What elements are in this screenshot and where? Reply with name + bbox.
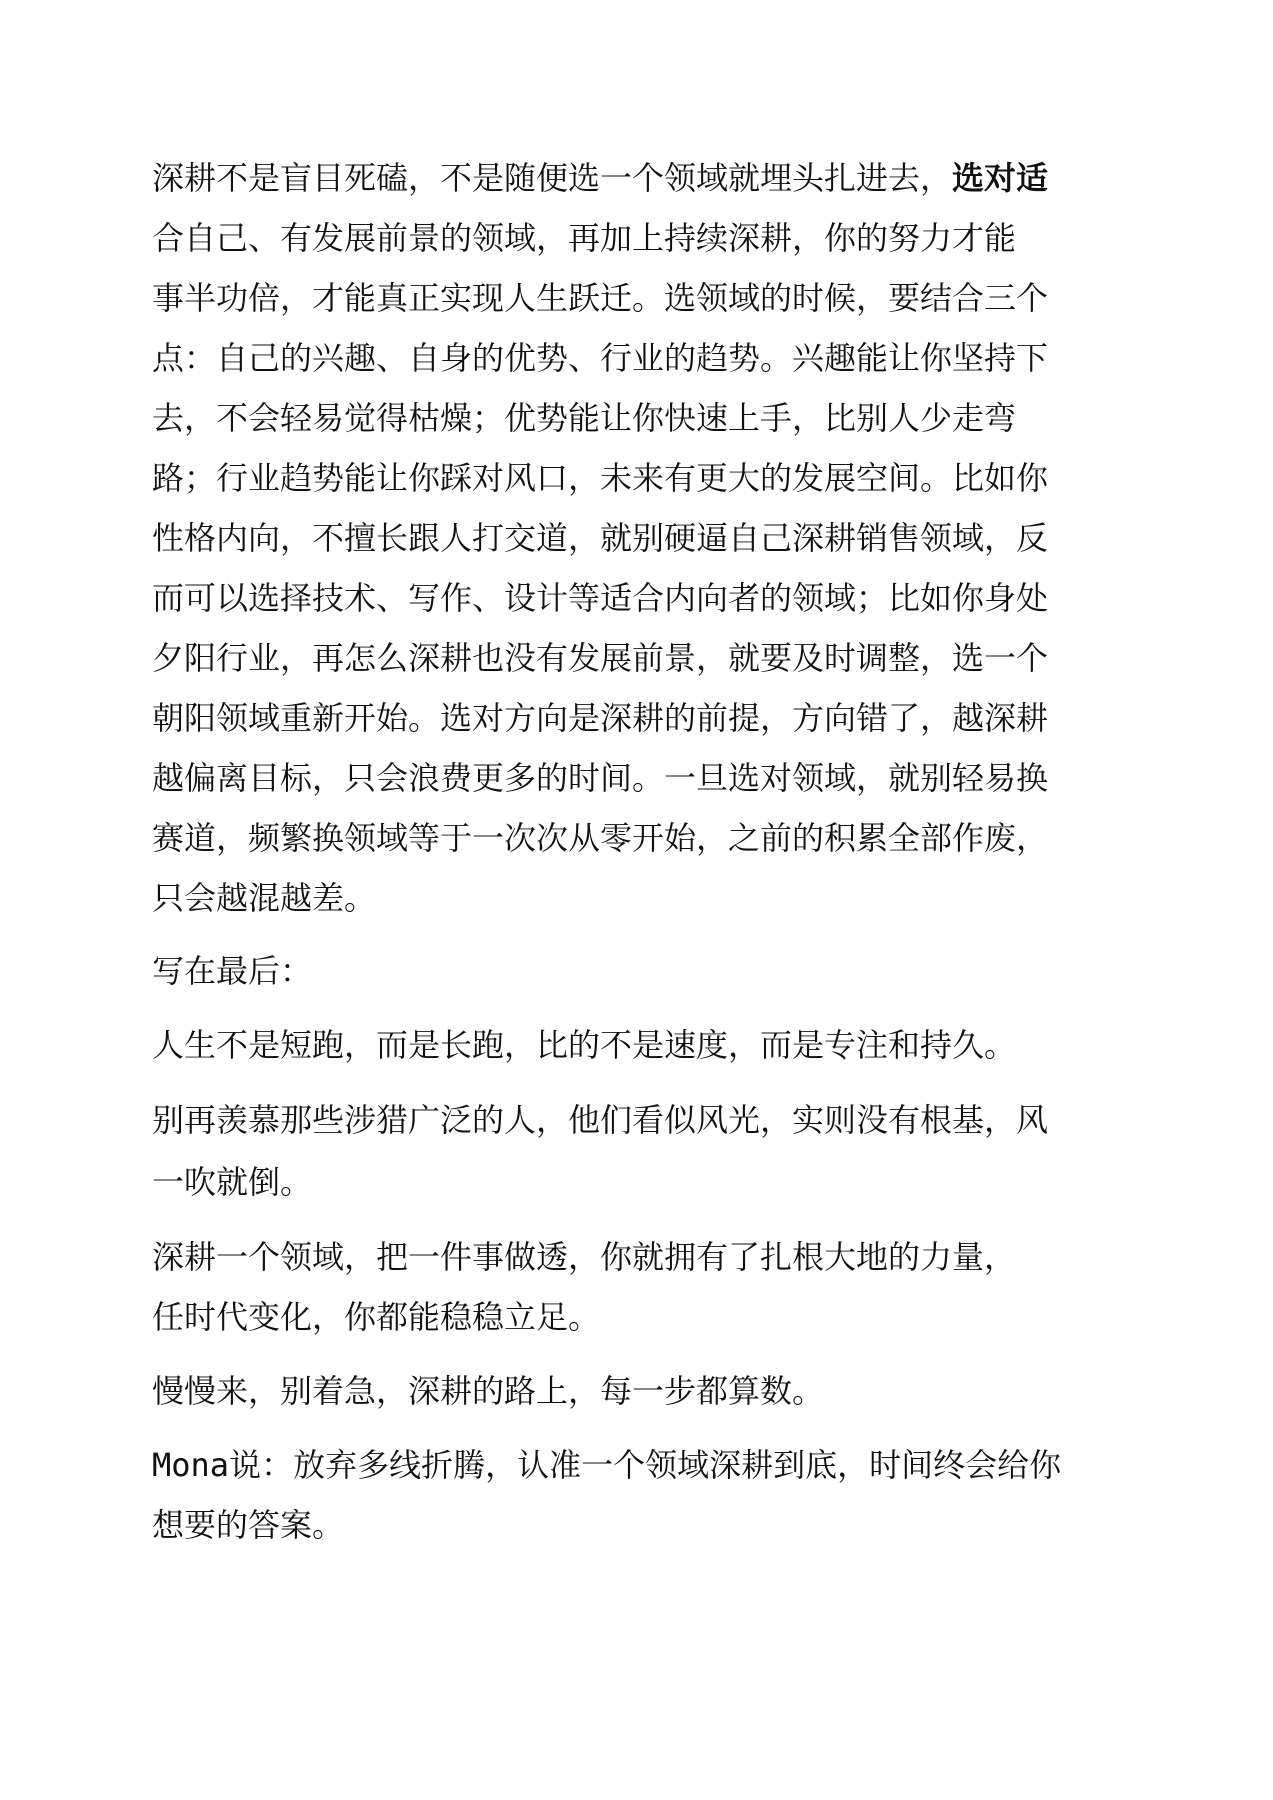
closing-paragraph-4 (152, 1361, 1124, 1421)
text-line: Mona说：放弃多线折腾，认准一个领域深耕到底，时间终会给你 (152, 1446, 1062, 1484)
text-line: 人生不是短跑，而是长跑，比的不是速度，而是专注和持久。 (152, 1026, 1017, 1064)
text-line: 深耕一个领域，把一件事做透，你就拥有了扎根大地的力量， (152, 1238, 1017, 1276)
text-line: 性格内向，不擅长跟人打交道，就别硬逼自己深耕销售领域，反 (152, 519, 1049, 557)
text-line: 任时代变化，你都能稳稳立足。 (152, 1298, 601, 1336)
closing-paragraph-3 (152, 1227, 1124, 1347)
section-heading-final (152, 941, 1124, 1001)
text-line: 夕阳行业，再怎么深耕也没有发展前景，就要及时调整，选一个 (152, 639, 1049, 677)
text-line: 别再羡慕那些涉猎广泛的人，他们看似风光，实则没有根基，风 (152, 1101, 1049, 1139)
text-line: 想要的答案。 (152, 1506, 345, 1544)
text-line: 点：自己的兴趣、自身的优势、行业的趋势。兴趣能让你坚持下 (152, 339, 1049, 377)
text-line: 深耕不是盲目死磕，不是随便选一个领域就埋头扎进去，选对适 (152, 159, 1049, 197)
text-line: 赛道，频繁换领域等于一次次从零开始，之前的积累全部作废， (152, 819, 1049, 857)
body-paragraph-main (152, 148, 1124, 928)
text-line: 而可以选择技术、写作、设计等适合内向者的领域；比如你身处 (152, 579, 1049, 617)
article-body (152, 148, 1124, 1555)
bold-emphasis: 选对适 (952, 159, 1049, 197)
text-line: 事半功倍，才能真正实现人生跃迁。选领域的时候，要结合三个 (152, 279, 1049, 317)
text-line: 朝阳领域重新开始。选对方向是深耕的前提，方向错了，越深耕 (152, 699, 1049, 737)
closing-paragraph-1 (152, 1015, 1124, 1075)
text-line: 路；行业趋势能让你踩对风口，未来有更大的发展空间。比如你 (152, 459, 1049, 497)
text-line: 一吹就倒。 (152, 1163, 313, 1201)
text-line: 写在最后： (152, 952, 313, 990)
author-name: Mona (152, 1446, 230, 1484)
text-line: 去，不会轻易觉得枯燥；优势能让你快速上手，比别人少走弯 (152, 399, 1017, 437)
text-line: 合自己、有发展前景的领域，再加上持续深耕，你的努力才能 (152, 219, 1017, 257)
author-remark (152, 1435, 1124, 1555)
text-line: 越偏离目标，只会浪费更多的时间。一旦选对领域，就别轻易换 (152, 759, 1049, 797)
text-line: 只会越混越差。 (152, 879, 377, 917)
text-line: 慢慢来，别着急，深耕的路上，每一步都算数。 (152, 1372, 825, 1410)
closing-paragraph-2 (152, 1089, 1124, 1213)
